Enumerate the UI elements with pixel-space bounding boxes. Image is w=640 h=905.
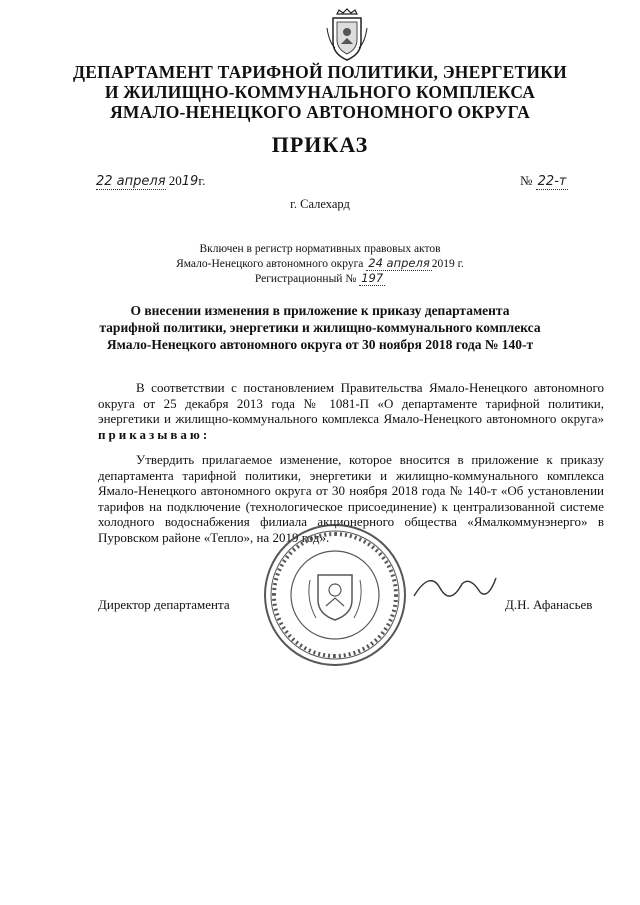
order-word: приказываю:	[98, 426, 211, 442]
document-type-title: ПРИКАЗ	[271, 132, 369, 157]
document-title	[0, 302, 640, 353]
signatory-position: Директор департамента	[98, 597, 230, 612]
signatory-name: Д.Н. Афанасьев	[505, 597, 593, 612]
number-label: №	[520, 173, 533, 188]
title-line: Ямало-Ненецкого автономного округа от 30 ноября 2018 года № 140-т	[106, 337, 534, 352]
department-line: ЯМАЛО-НЕНЕЦКОГО АВТОНОМНОГО ОКРУГА	[110, 102, 530, 122]
year-suffix: г.	[198, 173, 206, 188]
handwritten-signature	[410, 566, 500, 606]
number-handwritten: 22-т	[537, 174, 567, 189]
title-line: О внесении изменения в приложение к приказу департамента	[130, 303, 510, 318]
department-name	[0, 62, 640, 122]
registration-line1: Включен в регистр нормативных правовых актов	[199, 243, 441, 255]
registration-number-handwritten: 197	[361, 271, 384, 285]
city: г. Салехард	[290, 197, 350, 211]
year-prefix: 20	[168, 173, 182, 188]
year-handwritten: 19	[181, 174, 199, 189]
registration-block	[0, 242, 640, 286]
registration-line3: Регистрационный № 197	[254, 271, 384, 285]
department-line: ДЕПАРТАМЕНТ ТАРИФНОЙ ПОЛИТИКИ, ЭНЕРГЕТИКИ	[73, 62, 567, 82]
registration-line2: Ямало-Ненецкого автономного округа 24 апреля 2019 г.	[176, 256, 464, 270]
body-paragraph-2: Утвердить прилагаемое изменение, которое вносится в приложение к приказу департамента тарифной политики, энергетики и жилищно-коммунального комплекса Ямало-Ненецкого автономного округа от 30 ноября 2018 года № 140-т «Об установлении тарифов на подключение (технологическое присоединение) к централизованной системе холодного водоснабжения филиала акционерного общества «Ямалкоммунэнерго» в Пуровском районе «Тепло», на 2019 год».	[98, 452, 604, 545]
date-handwritten: 22 апреля	[96, 174, 166, 189]
department-line: И ЖИЛИЩНО-КОММУНАЛЬНОГО КОМПЛЕКСА	[104, 82, 536, 102]
document-number	[520, 173, 568, 190]
body-paragraph-1: В соответствии с постановлением Правительства Ямало-Ненецкого автономного округа от 25 декабря 2013 года № 1081-П «О департаменте тарифной политики, энергетики и жилищно-коммунального комплекса Ямало-Ненецкого автономного округа» приказываю:	[98, 380, 604, 442]
coat-of-arms-icon	[325, 8, 369, 64]
official-seal-stamp	[260, 520, 410, 670]
document-date	[96, 173, 205, 190]
registration-date-handwritten: 24 апреля	[368, 256, 430, 270]
title-line: тарифной политики, энергетики и жилищно-коммунального комплекса	[99, 320, 541, 335]
